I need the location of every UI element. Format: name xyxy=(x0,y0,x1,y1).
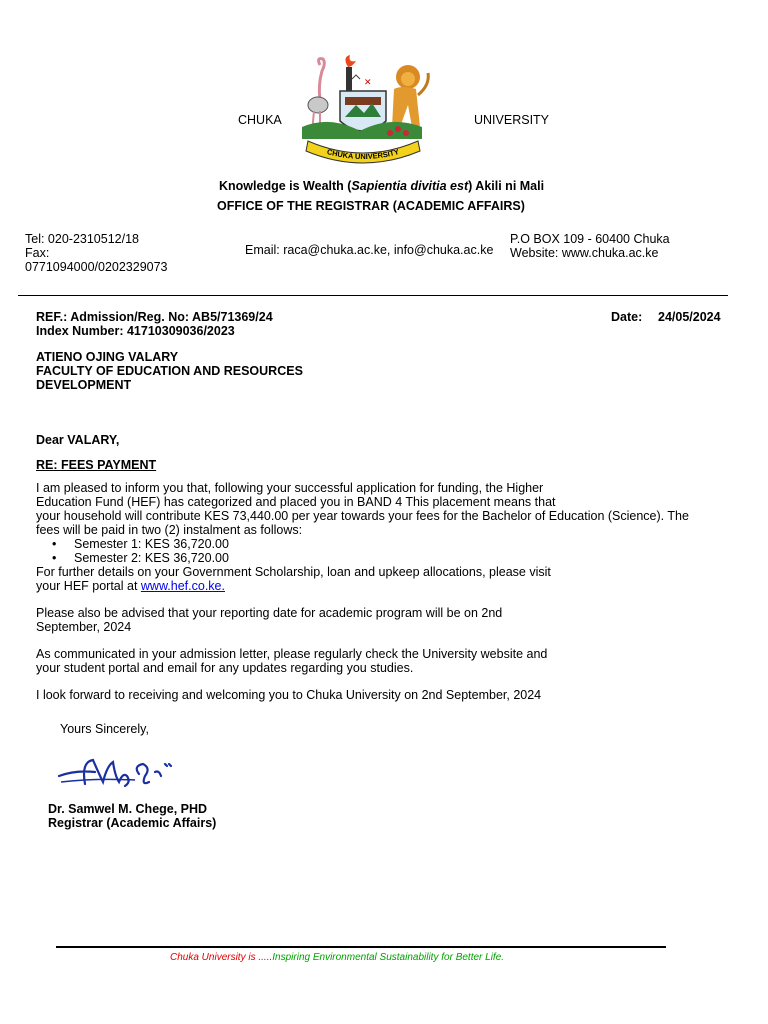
list-item: • Semester 1: KES 36,720.00 xyxy=(36,537,689,551)
subject-line: RE: FEES PAYMENT xyxy=(36,458,157,472)
paragraph-reporting-date: Please also be advised that your reporting date for academic program will be on 2nd September, 2024 xyxy=(36,606,503,634)
office-heading: OFFICE OF THE REGISTRAR (ACADEMIC AFFAIRS) xyxy=(217,199,525,213)
list-item: • Semester 2: KES 36,720.00 xyxy=(36,551,689,565)
svg-text:CHUKA UNIVERSITY: CHUKA UNIVERSITY xyxy=(325,147,401,162)
torch-icon xyxy=(345,55,356,91)
footer-divider xyxy=(56,946,666,948)
university-motto: Knowledge is Wealth (Sapientia divitia est) Akili ni Mali xyxy=(219,179,545,193)
semester-list xyxy=(36,537,689,565)
paragraph-funding: I am pleased to inform you that, following your successful application for funding, the Higher Education Fund (HEF) has categorized and placed you in BAND 4 This placement means that your household will contribute KES 73,440.00 per year towards your fees for the Bachelor of Education (Science). The fees will be paid in two (2) instalment as follows: • Semester 1: KES 36,720.00 • Semester 2: KES 36,720.00 For further details on your Government Scholarship, loan and upkeep allocations, please visit your HEF portal at www.hef.co.ke. xyxy=(36,481,689,593)
contact-address: P.O BOX 109 - 60400 Chuka Website: www.chuka.ac.ke xyxy=(510,232,670,260)
header-divider xyxy=(18,295,728,296)
footer-tagline: Chuka University is .....Inspiring Environmental Sustainability for Better Life. xyxy=(170,952,505,963)
svg-text:✕: ✕ xyxy=(364,77,372,87)
salutation: Dear VALARY, xyxy=(36,433,120,447)
signatory-name: Dr. Samwel M. Chege, PHD xyxy=(48,802,208,816)
university-name-right: UNIVERSITY xyxy=(474,113,550,127)
signatory-block xyxy=(48,802,216,830)
contact-phone-fax: Tel: 020-2310512/18 Fax: 0771094000/0202329073 xyxy=(25,232,168,274)
hef-portal-link[interactable]: www.hef.co.ke. xyxy=(140,579,225,593)
date-value: 24/05/2024 xyxy=(658,310,721,324)
flamingo-icon xyxy=(308,59,328,133)
reference-block: REF.: Admission/Reg. No: AB5/71369/24 Index Number: 41710309036/2023 xyxy=(36,310,273,338)
university-name-left: CHUKA xyxy=(238,113,282,127)
lion-icon xyxy=(392,65,428,127)
signatory-title: Registrar (Academic Affairs) xyxy=(48,816,217,830)
contact-email: Email: raca@chuka.ac.ke, info@chuka.ac.ke xyxy=(245,243,494,257)
paragraph-welcome: I look forward to receiving and welcoming you to Chuka University on 2nd September, 2024 xyxy=(36,688,542,702)
date-label: Date: xyxy=(611,310,643,324)
signature-image xyxy=(55,752,195,797)
closing: Yours Sincerely, xyxy=(60,722,149,736)
university-crest-logo xyxy=(290,55,435,170)
paragraph-admission-reminder: As communicated in your admission letter, please regularly check the University website and your student portal and email for any updates regarding you studies. xyxy=(36,647,548,675)
recipient-block: ATIENO OJING VALARY FACULTY OF EDUCATION AND RESOURCES DEVELOPMENT xyxy=(36,350,303,392)
